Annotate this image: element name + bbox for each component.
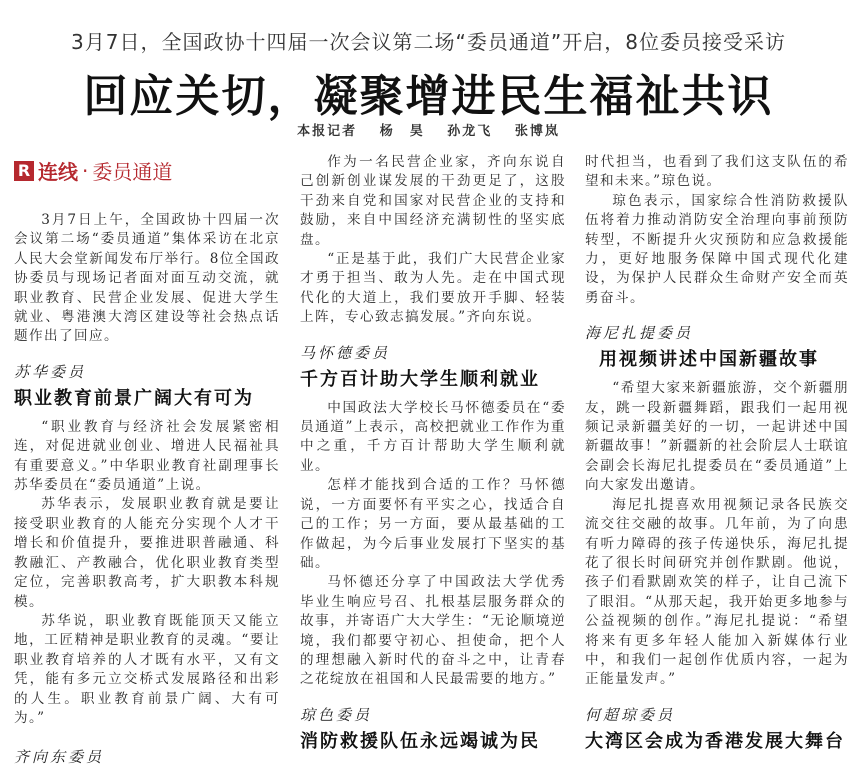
paragraph: 苏华表示，发展职业教育就是要让接受职业教育的人能充分实现个人才干增长和价值提升，要推进职普融通、科教融汇、产教融合，优化职业教育类型定位，完善职教高考，扩大职教本科规模。 — [14, 496, 280, 610]
story-title: 职业教育前景广阔大有可为 — [14, 387, 254, 409]
paragraph: “职业教育与经济社会发展紧密相连，对促进就业创业、增进人民福祉具有重要意义。”中华职业教育社副理事长苏华委员在“委员通道”上说。 — [14, 418, 280, 494]
column-1 — [14, 156, 280, 767]
story-title: 用视频讲述中国新疆故事 — [599, 349, 819, 371]
paragraph: 马怀德还分享了中国政法大学优秀毕业生响应号召、扎根基层服务群众的故事，并寄语广大大学生：“无论顺境逆境，我们都要守初心、担使命，把个人的理想融入新时代的奋斗之中，让青春之花绽放在祖国和人民最需要的地方。” — [300, 574, 566, 688]
member-name: 马怀德委员 — [300, 343, 391, 362]
byline-author: 张博岚 — [514, 124, 560, 139]
story-title: 大湾区会成为香港发展大舞台 — [585, 730, 845, 752]
member-name: 苏华委员 — [14, 362, 87, 381]
byline-label: 本报记者 — [297, 124, 358, 139]
paragraph: 中国政法大学校长马怀德委员在“委员通道”上表示，高校把就业工作作为重中之重，千方百计帮助大学生顺利就业。 — [300, 399, 566, 474]
story-title: 千方百计助大学生顺利就业 — [300, 368, 540, 390]
section-header — [14, 156, 280, 185]
section-sep: · — [82, 158, 89, 183]
member-name: 何超琼委员 — [585, 705, 676, 724]
intro-paragraph: 3月7日上午，全国政协十四届一次会议第二场“委员通道”集体采访在北京人民大会堂新闻发布厅举行。8位全国政协委员与现场记者面对面互动交流，就职业教育、民营企业发展、促进大学生就业、粤港澳大湾区建设等社会热点话题作出了回应。 — [14, 212, 280, 345]
byline — [0, 120, 857, 139]
section-bold: 连线 — [38, 160, 78, 184]
paragraph: 怎样才能找到合适的工作？马怀德说，一方面要怀有平实之心，找适合自己的工作；另一方面，要从最基础的工作做起，为今后事业发展打下坚实的基础。 — [300, 477, 566, 571]
byline-author: 杨 昊 — [379, 124, 425, 139]
paragraph: 作为一名民营企业家，齐向东说自己创新创业谋发展的干劲更足了，这股干劲来自党和国家对民营企业的支持和鼓励，来自中国经济充满韧性的坚实底盘。 — [300, 154, 566, 248]
paragraph: 海尼扎提喜欢用视频记录各民族交流交往交融的故事。几年前，为了向患有听力障碍的孩子传递快乐，海尼扎提花了很长时间研究并创作默剧。他说，孩子们看默剧欢笑的样子，让自己流下了眼泪。“从那天起，我开始更多地参与公益视频的创作。”海尼扎提说：“希望将来有更多年轻人能加入新媒体行业中，和我们一起创作优质内容，一起为正能量发声。” — [585, 496, 849, 688]
kicker-subheadline: 3月7日，全国政协十四届一次会议第二场“委员通道”开启，8位委员接受采访 — [71, 30, 786, 54]
column-3 — [585, 153, 849, 761]
paragraph: 时代担当，也看到了我们这支队伍的希望和未来。”琼色说。 — [585, 154, 849, 190]
member-name: 海尼扎提委员 — [585, 324, 694, 343]
paragraph: “正是基于此，我们广大民营企业家才勇于担当、敢为人先。走在中国式现代化的大道上，我们要放开手脚、轻装上阵，专心致志搞发展。”齐向东说。 — [300, 251, 566, 326]
column-2 — [300, 153, 566, 761]
main-headline: 回应关切，凝聚增进民生福祉共识 — [83, 71, 774, 122]
member-name: 齐向东委员 — [14, 748, 105, 767]
story-title: 消防救援队伍永远竭诚为民 — [300, 730, 540, 752]
paragraph: “希望大家来新疆旅游，交个新疆朋友，跳一段新疆舞蹈，跟我们一起用视频记录新疆美好的一切，一起讲述中国新疆故事！”新疆新的社会阶层人士联谊会副会长海尼扎提委员在“委员通道”上向大家发出邀请。 — [585, 380, 849, 494]
paragraph: 琼色表示，国家综合性消防救援队伍将着力推动消防安全治理向事前预防转型，不断提升火灾预防和应急救援能力，更好地服务保障中国式现代化建设，为保护人民群众生命财产安全而英勇奋斗。 — [585, 192, 849, 306]
byline-author: 孙龙飞 — [447, 124, 493, 139]
section-logo-icon: R — [14, 161, 34, 181]
section-name: 委员通道 — [92, 160, 173, 184]
member-name: 琼色委员 — [300, 705, 373, 724]
paragraph: 苏华说，职业教育既能顶天又能立地，工匠精神是职业教育的灵魂。“要让职业教育培养的人才既有水平，又有文凭，能有多元立交桥式发展路径和出彩的人生。职业教育前景广阔、大有可为。” — [14, 612, 280, 726]
